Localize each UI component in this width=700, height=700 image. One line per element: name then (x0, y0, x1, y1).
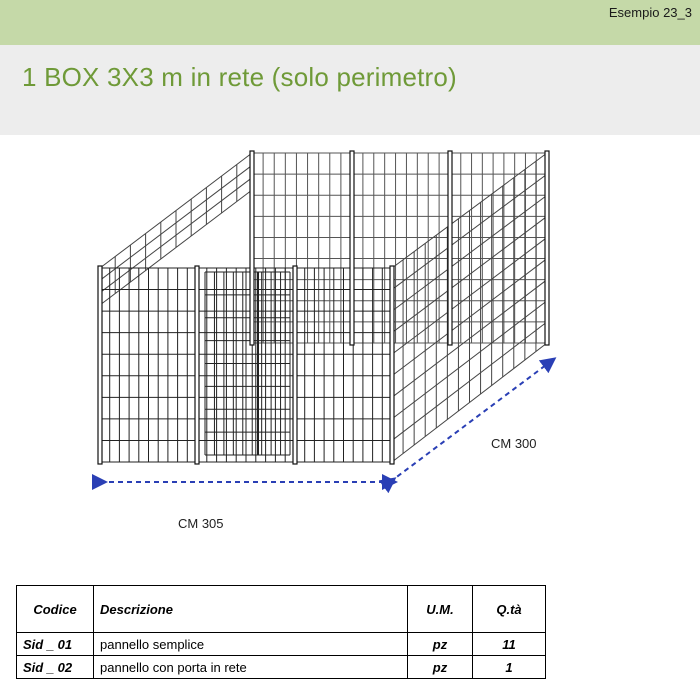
post (350, 151, 354, 345)
posts (98, 151, 549, 464)
row-qty: 1 (473, 656, 546, 679)
row-qty: 11 (473, 633, 546, 656)
post (195, 266, 199, 464)
page-title: 1 BOX 3X3 m in rete (solo perimetro) (22, 62, 457, 92)
col-qty: Q.tà (473, 586, 546, 633)
depth-label: CM 300 (491, 436, 537, 451)
row-code: Sid _ 01 (17, 633, 94, 656)
row-description: pannello con porta in rete (94, 656, 408, 679)
row-code: Sid _ 02 (17, 656, 94, 679)
post (448, 151, 452, 345)
table-row (17, 633, 546, 656)
header-bar (0, 0, 700, 45)
post (293, 266, 297, 464)
example-code: Esempio 23_3 (608, 5, 692, 20)
col-unit: U.M. (408, 586, 473, 633)
table-header-row (17, 586, 546, 633)
post (250, 151, 254, 345)
kennel-box-drawing (0, 135, 700, 535)
parts-table (16, 585, 546, 679)
post (545, 151, 549, 345)
post (390, 266, 394, 464)
table-row (17, 656, 546, 679)
col-code: Codice (17, 586, 94, 633)
row-unit: pz (408, 633, 473, 656)
post (98, 266, 102, 464)
row-description: pannello semplice (94, 633, 408, 656)
col-description: Descrizione (94, 586, 408, 633)
front-panels (100, 268, 392, 462)
width-label: CM 305 (178, 516, 224, 531)
row-unit: pz (408, 656, 473, 679)
